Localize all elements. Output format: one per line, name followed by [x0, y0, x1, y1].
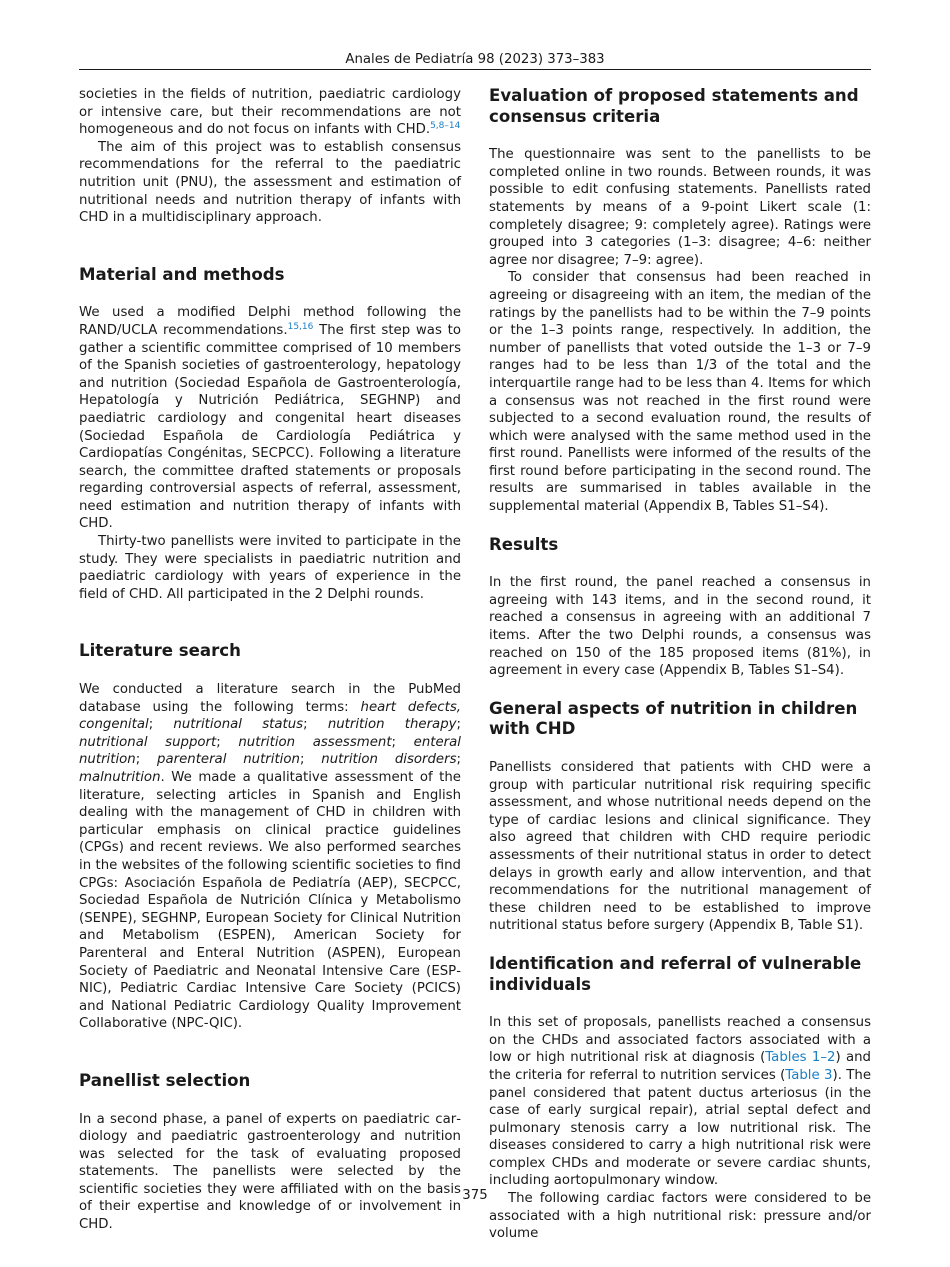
paragraph-text: The first step was to gather a scientific committee comprised of 10 members of the Spanish societies of gastroenterology, hepatology and nutrition (Sociedad Española de Gastroenterología, Hepatología y Nutrición Pediátrica, SEGHNP) and paediatric cardiology and congenital heart diseases (Sociedad Española de Cardiología Pediátrica y Cardiopatías Congénitas, SECPCC). Following a literature search, the committee drafted statements or proposals regarding controversial aspects of referral, assessment, need estimation and nutrition therapy of infants with CHD. [79, 322, 461, 532]
citation-link[interactable]: 5,8–14 [430, 121, 461, 132]
page-number: 375 [462, 1188, 488, 1203]
search-term: heart defects, congenital [79, 699, 461, 733]
section-heading-evaluation: Evaluation of proposed statements and consensus criteria [489, 86, 859, 126]
section-heading-panellist-selection: Panellist selection [79, 1070, 251, 1090]
paragraph-panel-selection: In a second phase, a panel of experts on paediatric cardiology and paediatric gastroenterology and nutrition was selected for the task of evaluating proposed statements. The panellists were selected by the scientific societies they were affiliated with on the basis of their expertise and knowledge of or involvement in CHD. [79, 1111, 461, 1233]
search-term: enteral nutrition [79, 734, 461, 768]
paragraph-text: ). The panel considered that patent ductus arteriosus (in the case of early surgical repair), atrial septal defect and pulmonary stenosis carry a low nutritional risk. The diseases considered to carry a high nutritional risk were complex CHDs and moderate or severe cardiac shunts, including aortopulmonary window. [489, 1067, 871, 1189]
paragraph-literature-search: We conducted a literature search in the PubMed database using the following terms: heart defects, congenital; nutritional status; nutrition therapy; nutritional support; nutrition assessment; enteral nutrition; parenteral nutrition; nutrition disorders; malnutrition. We made a qualitative assessment of the literature, selecting articles in Spanish and English dealing with the management of CHD in children with particular emphasis on clinical practice guidelines (CPGs) and recent reviews. We also performed searches in the websites of the following scientific societies to find CPGs: Asociación Española de Pediatría (AEP), SECPCC, Sociedad Española de Nutrición Clínica y Metabolismo (SENPE), SEGHNP, European Society for Clinical Nutrition and Metabolism (ESPEN), American Society for Parenteral and Enteral Nutrition (ASPEN), European Society of Paediatric and Neonatal Intensive Care (ESPNIC), Pediatric Cardiac Intensive Care Society (PCICS) and National Pediatric Cardiology Quality Improvement Collaborative (NPC-QIC). [79, 682, 461, 1032]
paragraph-identification [489, 1014, 871, 1190]
search-term: malnutrition [79, 770, 161, 785]
paragraph-text: . We made a qualitative assessment of the literature, selecting articles in Spanish and English dealing with the management of CHD in children with particular emphasis on clinical practice guidelines (CPGs) and recent reviews. We also performed searches in the websites of the following scientific societies to find CPGs: Asociación Española de Pediatría (AEP), SECPCC, Sociedad Española de Nutrición Clínica y Metabolismo (SENPE), SEGHNP, European Society for Clinical Nutrition and Metabolism (ESPEN), American Society for Parenteral and Enteral Nutrition (ASPEN), European Society of Paediatric and Neonatal Intensive Care (ESPNIC), Pediatric Cardiac Intensive Care Society (PCICS) and National Pediatric Cardiology Quality Improvement Collaborative (NPC-QIC). [79, 770, 461, 1032]
paragraph-prior-guidelines [79, 86, 461, 139]
paragraph-text: societies in the fields of nutrition, paediatric cardiology or intensive care, but their recommendations are not homogeneous and do not focus on infants with CHD. [79, 87, 461, 138]
right-column [489, 86, 871, 1243]
table-link[interactable]: Table 3 [785, 1067, 833, 1083]
header-divider [79, 69, 871, 70]
section-heading-results: Results [489, 534, 559, 554]
search-term: nutrition therapy [327, 717, 457, 733]
section-heading-general-aspects: General aspects of nutrition in children with CHD [489, 698, 858, 739]
paragraph-text: We used a modified Delphi method following the RAND/UCLA recommendations. [79, 305, 461, 338]
search-term: nutritional support [79, 734, 217, 750]
left-column [79, 86, 461, 1234]
search-term: parenteral nutrition [157, 752, 300, 768]
paragraph-general-aspects: Panellists considered that patients with CHD were a group with particular nutritional risk requiring specific assessment, and whose nutritional needs depend on the type of cardiac lesions and clinical significance. They also agreed that children with CHD require periodic assessments of their nutritional status in order to detect delays in growth early and allow intervention, and that recommendations for the nutritional management of these children need to be established to improve nutritional status before surgery (Appendix B, Table S1). [489, 760, 871, 934]
search-term: nutritional status [173, 717, 304, 733]
section-heading-identification: Identification and referral of vulnerable individuals [489, 953, 862, 994]
citation-link[interactable]: 15,16 [287, 321, 314, 332]
paragraph-delphi-method [79, 304, 461, 533]
paragraph-panellists: Thirty-two panellists were invited to participate in the study. They were specialists in paediatric nutrition and paediatric cardiology with years of experience in the field of CHD. All participated in the 2 Delphi rounds. [79, 534, 461, 602]
section-heading-material-methods: Material and methods [79, 264, 285, 284]
paragraph-text: We conducted a literature search in the PubMed database using the following terms: [79, 682, 461, 715]
section-heading-literature-search: Literature search [79, 641, 241, 661]
paragraph-results: In the first round, the panel reached a consensus in agreeing with 143 items, and in the second round, it reached a consensus in agreeing with an additional 7 items. After the two Delphi rounds, a consensus was reached on 150 of the 185 proposed items (81%), in agreement in every case (Appendix B, Tables S1–S4). [489, 575, 871, 679]
paragraph-consensus-criteria: To consider that consensus had been reached in agreeing or disagreeing with an item, the median of the ratings by the panellists had to be within the 7–9 points or the 1–3 points range, respectively. In addition, the number of panellists that voted outside the 1–3 or 7–9 ranges had to be less than 1/3 of the total and the interquartile range had to be less than 4. Items for which a consensus was not reached in the first round were subjected to a second evaluation round, the results of which were analysed with the same method used in the first round. Panellists were informed of the results of the first round before participating in the second round. The results are summarised in tables available in the supplemental material (Appendix B, Tables S1–S4). [489, 270, 871, 515]
search-term: nutrition assessment [238, 734, 392, 750]
paragraph-cardiac-factors: The following cardiac factors were considered to be associated with a high nutritional risk: pressure and/or volume [489, 1191, 871, 1242]
search-term: nutrition disorders [321, 752, 457, 768]
paragraph-aim: The aim of this project was to establish consensus recommendations for the referral to the paediatric nutrition unit (PNU), the assessment and estimation of nutritional needs and nutrition therapy of infants with CHD in a multidisciplinary approach. [79, 139, 461, 226]
paragraph-text: In this set of proposals, panellists reached a consensus on the CHDs and associated factors associated with a low or high nutritional risk at diagnosis ( [489, 1015, 871, 1066]
paragraph-questionnaire: The questionnaire was sent to the panellists to be completed online in two rounds. Between rounds, it was possible to edit confusing statements. Panellists rated statements by means of a 9-point Likert scale (1: completely disagree; 9: completely agree). Ratings were grouped into 3 categories (1–3: disagree; 4–6: neither agree nor disagree; 7–9: agree). [489, 147, 871, 268]
paragraph-text: ) and the criteria for referral to nutrition services ( [489, 1050, 871, 1083]
table-link[interactable]: Tables 1–2 [765, 1050, 836, 1066]
running-header: Anales de Pediatría 98 (2023) 373–383 [345, 52, 605, 67]
